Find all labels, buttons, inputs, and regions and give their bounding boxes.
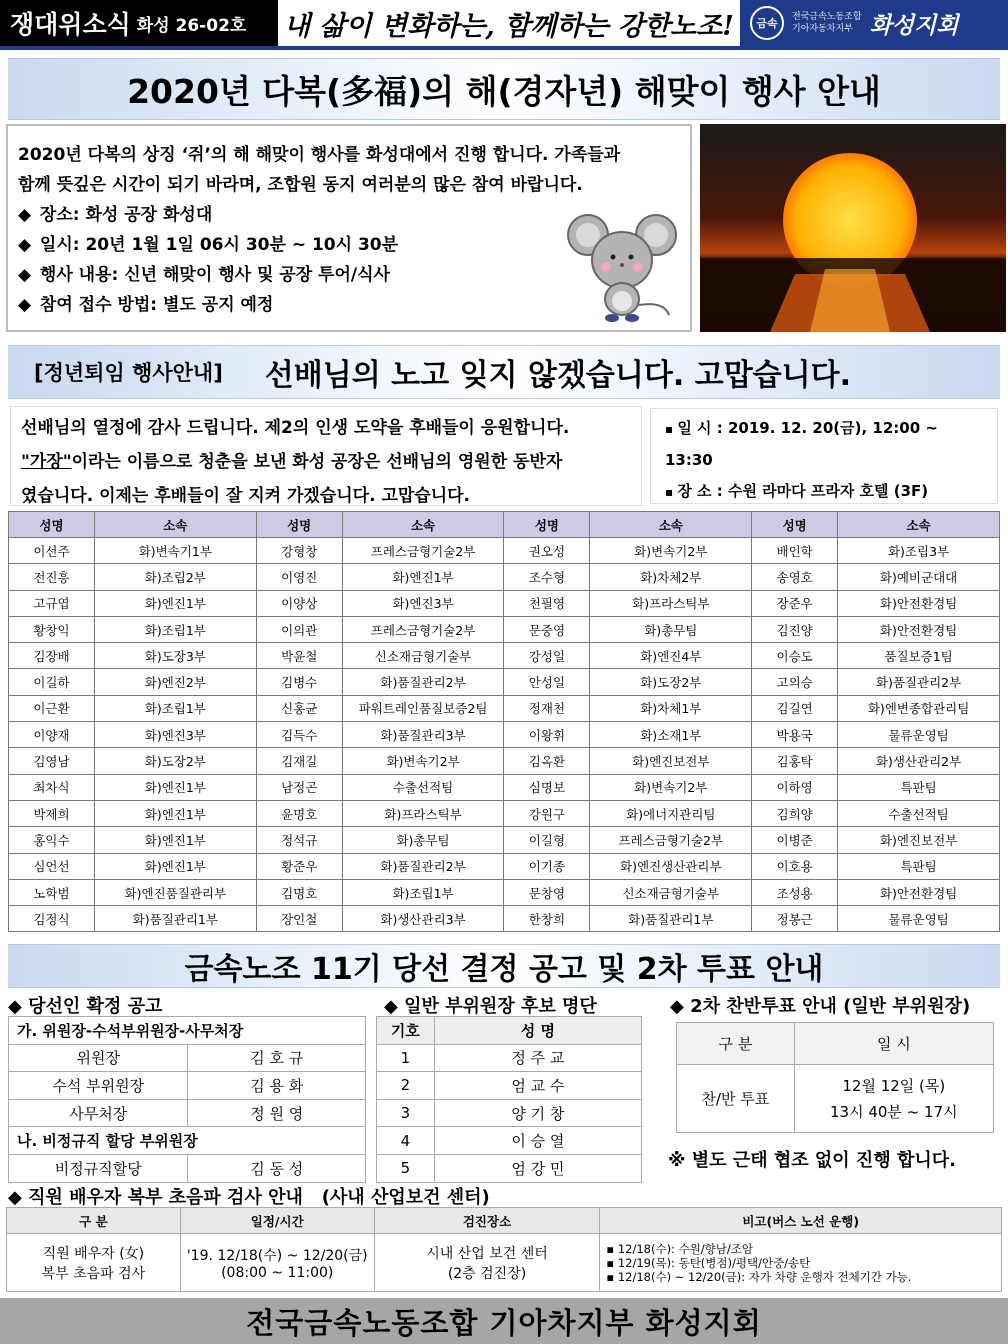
retiree-name: 배인학 bbox=[752, 538, 838, 564]
col-number: 기호 bbox=[377, 1017, 435, 1045]
retiree-name: 박윤철 bbox=[256, 643, 342, 669]
retiree-name: 김홍탁 bbox=[752, 748, 838, 774]
vote-heading: ◆ 2차 찬반투표 안내 (일반 부위원장) bbox=[670, 996, 971, 1017]
retiree-name: 김옥환 bbox=[504, 748, 590, 774]
retiree-dept: 물류운영팀 bbox=[838, 906, 1000, 932]
retiree-dept: 화)엔진1부 bbox=[342, 564, 504, 590]
exam-time: '19. 12/18(수) ~ 12/20(금) (08:00 ~ 11:00) bbox=[180, 1234, 374, 1292]
retiree-name: 김장배 bbox=[9, 643, 95, 669]
retiree-dept: 화)도장3부 bbox=[94, 643, 256, 669]
union-logo-icon: 금속 bbox=[750, 6, 784, 40]
footer: 전국금속노동조합 기아차지부 화성지회 bbox=[0, 1298, 1008, 1344]
retiree-name: 이호용 bbox=[752, 853, 838, 879]
retiree-name: 신홍균 bbox=[256, 695, 342, 721]
ultrasound-table: 구 분 일정/시간 검진장소 비고(버스 노선 운행) 직원 배우자 (女) 복부 초음파 검사 '19. 12/18(수) ~ 12/20(금) (08:00 ~ 11:00) 시내 산업 보건 센터 (2층 검진장) ▪ 12/18(수): 수원/향남/조암 ▪ 12/19(목): 동탄(병점)/평택/안중/송탄 ▪ 12/18(수) ~ 12/20(금): 자가 차량 운행자 전체기간 가능. bbox=[6, 1207, 1002, 1292]
retiree-dept: 특판팀 bbox=[838, 774, 1000, 800]
retiree-dept: 화)예비군대대 bbox=[838, 564, 1000, 590]
table-row bbox=[7, 1234, 1002, 1292]
retiree-name: 최차식 bbox=[9, 774, 95, 800]
vote-note: ※ 별도 근태 협조 없이 진행 합니다. bbox=[668, 1150, 956, 1171]
table-row bbox=[9, 748, 1000, 774]
retiree-dept: 화)엔진보전부 bbox=[838, 827, 1000, 853]
table-row bbox=[9, 695, 1000, 721]
detail-datetime: ▪ 일 시 : 2019. 12. 20(금), 12:00 ~ 13:30 bbox=[665, 413, 983, 476]
table-row bbox=[9, 879, 1000, 905]
retiree-name: 이선주 bbox=[9, 538, 95, 564]
retiree-dept: 화)엔진3부 bbox=[342, 590, 504, 616]
col-dept: 소속 bbox=[342, 512, 504, 538]
confirm-heading: ◆ 당선인 확정 공고 bbox=[8, 996, 163, 1017]
retiree-name: 강성일 bbox=[504, 643, 590, 669]
retiree-name: 김득수 bbox=[256, 722, 342, 748]
vote-type: 찬/반 투표 bbox=[677, 1065, 795, 1133]
table-row bbox=[9, 800, 1000, 826]
ultrasound-heading-sub: (사내 산업보건 센터) bbox=[321, 1187, 490, 1208]
issue-number: 화성 26-02호 bbox=[136, 15, 247, 36]
retiree-name: 이근환 bbox=[9, 695, 95, 721]
retiree-name: 김영남 bbox=[9, 748, 95, 774]
retiree-name: 문창영 bbox=[504, 879, 590, 905]
org-line-1: 전국금속노동조합 bbox=[792, 12, 862, 22]
retiree-name: 장준우 bbox=[752, 590, 838, 616]
retiree-dept: 화)조립1부 bbox=[94, 616, 256, 642]
retiree-name: 강원구 bbox=[504, 800, 590, 826]
newsletter-title: 쟁대위소식 bbox=[10, 10, 131, 39]
table-row bbox=[9, 538, 1000, 564]
retiree-name: 노학범 bbox=[9, 879, 95, 905]
retiree-dept: 화)변속기2부 bbox=[342, 748, 504, 774]
col-dept: 소속 bbox=[94, 512, 256, 538]
retiree-dept: 화)품질관리2부 bbox=[342, 669, 504, 695]
sunrise-item: ◆ 참여 접수 방법: 별도 공지 예정 bbox=[18, 290, 680, 320]
col-dept: 소속 bbox=[590, 512, 752, 538]
masthead-title-block bbox=[0, 0, 278, 46]
retiree-name: 김희양 bbox=[752, 800, 838, 826]
diamond-bullet-icon: ◆ bbox=[18, 295, 32, 315]
retirement-banner bbox=[8, 345, 1000, 399]
vote-datetime: 12월 12일 (목) 13시 40분 ~ 17시 bbox=[794, 1065, 993, 1133]
retirement-banner-sub: [정년퇴임 행사안내] bbox=[34, 361, 223, 385]
retirement-details bbox=[650, 408, 998, 504]
table-row: 사무처장 정 원 영 bbox=[9, 1099, 366, 1127]
detail-place: ▪ 장 소 : 수원 라마다 프라자 호텔 (3F) bbox=[665, 476, 983, 508]
retiree-dept: 신소재금형기술부 bbox=[590, 879, 752, 905]
retirement-intro-3: 였습니다. 이제는 후배들이 잘 지켜 가겠습니다. 고맙습니다. bbox=[21, 486, 471, 506]
table-row bbox=[677, 1065, 994, 1133]
retiree-dept: 화)생산관리3부 bbox=[342, 906, 504, 932]
retiree-name: 김정식 bbox=[9, 906, 95, 932]
retirement-intro bbox=[10, 406, 642, 506]
retiree-dept: 화)조립1부 bbox=[94, 695, 256, 721]
group-a-label: 가. 위원장-수석부위원장-사무처장 bbox=[9, 1017, 366, 1045]
retiree-dept: 화)엔진1부 bbox=[94, 590, 256, 616]
group-b-label: 나. 비정규직 할당 부위원장 bbox=[9, 1127, 366, 1155]
sunrise-item: ◆ 행사 내용: 신년 해맞이 행사 및 공장 투어/식사 bbox=[18, 260, 680, 290]
vote-table bbox=[676, 1022, 994, 1133]
retiree-name: 정석규 bbox=[256, 827, 342, 853]
col-name: 성명 bbox=[256, 512, 342, 538]
retiree-name: 김진양 bbox=[752, 616, 838, 642]
retirement-banner-main: 선배님의 노고 잊지 않겠습니다. 고맙습니다. bbox=[264, 358, 852, 393]
retiree-dept: 화)안전환경팀 bbox=[838, 879, 1000, 905]
sunrise-intro-1: 2020년 다복의 상징 ‘쥐’의 해 해맞이 행사를 화성대에서 진행 합니다. 가족들과 bbox=[18, 145, 621, 165]
retiree-dept: 화)품질관리2부 bbox=[342, 853, 504, 879]
retiree-name: 심명보 bbox=[504, 774, 590, 800]
table-row bbox=[9, 590, 1000, 616]
retiree-name: 황준우 bbox=[256, 853, 342, 879]
ultrasound-heading: ◆ 직원 배우자 복부 초음파 검사 안내 (사내 산업보건 센터) bbox=[8, 1187, 490, 1208]
retiree-name: 남정곤 bbox=[256, 774, 342, 800]
retiree-dept: 화)프라스틱부 bbox=[342, 800, 504, 826]
table-row bbox=[9, 722, 1000, 748]
sunrise-banner: 2020년 다복(多福)의 해(경자년) 해맞이 행사 안내 bbox=[8, 58, 1000, 120]
retiree-name: 박제희 bbox=[9, 800, 95, 826]
table-row bbox=[9, 643, 1000, 669]
list-item: ▪ 12/18(수): 수원/향남/조암 bbox=[606, 1242, 1001, 1256]
retiree-name: 장인철 bbox=[256, 906, 342, 932]
retiree-dept: 화)엔진1부 bbox=[94, 800, 256, 826]
retiree-dept: 화)품질관리3부 bbox=[342, 722, 504, 748]
table-row bbox=[9, 827, 1000, 853]
retiree-dept: 프레스금형기술2부 bbox=[342, 616, 504, 642]
table-row: 비정규직할당 김 동 성 bbox=[9, 1154, 366, 1182]
table-row: 1 정 주 교 bbox=[377, 1044, 642, 1072]
retiree-name: 조수형 bbox=[504, 564, 590, 590]
retiree-dept: 물류운영팀 bbox=[838, 722, 1000, 748]
retiree-dept: 화)엔진1부 bbox=[94, 774, 256, 800]
table-row: 2 엄 교 수 bbox=[377, 1072, 642, 1100]
retiree-name: 김재길 bbox=[256, 748, 342, 774]
quoted-word: "가장" bbox=[21, 452, 72, 472]
retiree-dept: 화)변속기2부 bbox=[590, 538, 752, 564]
retiree-dept: 화)프라스틱부 bbox=[590, 590, 752, 616]
retiree-name: 윤명호 bbox=[256, 800, 342, 826]
retiree-dept: 화)차체1부 bbox=[590, 695, 752, 721]
retiree-dept: 화)변속기2부 bbox=[590, 774, 752, 800]
retiree-dept: 프레스금형기술2부 bbox=[342, 538, 504, 564]
col-datetime: 일 시 bbox=[794, 1023, 993, 1065]
mouse-illustration-icon bbox=[566, 205, 678, 325]
org-line-2: 기아자동차지부 bbox=[792, 24, 853, 34]
retiree-name: 김명호 bbox=[256, 879, 342, 905]
retiree-dept: 화)안전환경팀 bbox=[838, 616, 1000, 642]
retiree-dept: 화)품질관리1부 bbox=[94, 906, 256, 932]
retiree-name: 홍익수 bbox=[9, 827, 95, 853]
retiree-dept: 화)도장2부 bbox=[590, 669, 752, 695]
sunrise-item: ◆ 일시: 20년 1월 1일 06시 30분 ~ 10시 30분 bbox=[18, 230, 680, 260]
retiree-dept: 화)에너지관리팀 bbox=[590, 800, 752, 826]
retiree-name: 문중영 bbox=[504, 616, 590, 642]
slogan: 내 삶이 변화하는, 함께하는 강한노조! bbox=[283, 10, 735, 42]
sunrise-item: ◆ 장소: 화성 공장 화성대 bbox=[18, 200, 680, 230]
retiree-name: 이승도 bbox=[752, 643, 838, 669]
retiree-dept: 화)엔진4부 bbox=[590, 643, 752, 669]
retiree-dept: 화)도장2부 bbox=[94, 748, 256, 774]
retiree-name: 박용국 bbox=[752, 722, 838, 748]
retiree-dept: 화)엔진품질관리부 bbox=[94, 879, 256, 905]
union-branding bbox=[740, 0, 1008, 46]
table-row bbox=[9, 616, 1000, 642]
table-row bbox=[9, 906, 1000, 932]
col-name: 성명 bbox=[9, 512, 95, 538]
retiree-name: 이병준 bbox=[752, 827, 838, 853]
exam-type: 직원 배우자 (女) 복부 초음파 검사 bbox=[7, 1234, 181, 1292]
retiree-dept: 화)총무팀 bbox=[590, 616, 752, 642]
retirement-intro-1: 선배님의 열정에 감사 드립니다. 제2의 인생 도약을 후배들이 응원합니다. bbox=[21, 418, 570, 438]
retiree-dept: 특판팀 bbox=[838, 853, 1000, 879]
retiree-dept: 화)엔진2부 bbox=[94, 669, 256, 695]
diamond-bullet-icon: ◆ bbox=[18, 265, 32, 285]
retiree-dept: 신소재금형기술부 bbox=[342, 643, 504, 669]
retiree-name: 이의관 bbox=[256, 616, 342, 642]
branch-name: 화성지회 bbox=[869, 12, 959, 39]
retiree-name: 이길형 bbox=[504, 827, 590, 853]
retiree-name: 안성일 bbox=[504, 669, 590, 695]
retirees-header-row bbox=[9, 512, 1000, 538]
retiree-name: 이기종 bbox=[504, 853, 590, 879]
retiree-dept: 화)조립2부 bbox=[94, 564, 256, 590]
retiree-dept: 화)엔진보전부 bbox=[590, 748, 752, 774]
retiree-dept: 품질보증1팀 bbox=[838, 643, 1000, 669]
table-row: 3 양 기 창 bbox=[377, 1099, 642, 1127]
retiree-name: 전진흥 bbox=[9, 564, 95, 590]
col-dept: 소속 bbox=[838, 512, 1000, 538]
col-name: 성명 bbox=[752, 512, 838, 538]
retiree-name: 이양재 bbox=[9, 722, 95, 748]
exam-place: 시내 산업 보건 센터 (2층 검진장) bbox=[374, 1234, 600, 1292]
retirement-intro-2: "가장"이라는 이름으로 청춘을 보낸 화성 공장은 선배님의 영원한 동반자 bbox=[21, 452, 563, 472]
retiree-name: 김병수 bbox=[256, 669, 342, 695]
retiree-name: 천필영 bbox=[504, 590, 590, 616]
retirees-table bbox=[8, 511, 1000, 932]
retiree-name: 이왕휘 bbox=[504, 722, 590, 748]
retiree-dept: 화)소재1부 bbox=[590, 722, 752, 748]
retiree-name: 고규엽 bbox=[9, 590, 95, 616]
elected-table bbox=[8, 1016, 366, 1183]
bus-routes bbox=[600, 1234, 1002, 1292]
retiree-dept: 화)엔진1부 bbox=[94, 853, 256, 879]
retiree-name: 김길연 bbox=[752, 695, 838, 721]
table-row: 수석 부위원장 김 용 화 bbox=[9, 1072, 366, 1100]
table-row: 4 이 승 열 bbox=[377, 1127, 642, 1155]
diamond-bullet-icon: ◆ bbox=[18, 235, 32, 255]
election-banner: 금속노조 11기 당선 결정 공고 및 2차 투표 안내 bbox=[8, 944, 1000, 988]
retiree-name: 이길하 bbox=[9, 669, 95, 695]
retiree-dept: 화)조립1부 bbox=[342, 879, 504, 905]
col-name: 성명 bbox=[504, 512, 590, 538]
table-row bbox=[9, 564, 1000, 590]
col-type: 구 분 bbox=[677, 1023, 795, 1065]
retiree-name: 한창희 bbox=[504, 906, 590, 932]
retiree-dept: 화)엔진생산관리부 bbox=[590, 853, 752, 879]
sunrise-intro-2: 함께 뜻깊은 시간이 되기 바라며, 조합원 동지 여러분의 많은 참여 바랍니다. bbox=[18, 175, 583, 195]
retiree-dept: 수출선적팀 bbox=[342, 774, 504, 800]
retiree-dept: 화)생산관리2부 bbox=[838, 748, 1000, 774]
union-org bbox=[792, 11, 862, 35]
retiree-dept: 화)엔진1부 bbox=[94, 827, 256, 853]
col-name: 성 명 bbox=[434, 1017, 641, 1045]
retiree-dept: 화)품질관리1부 bbox=[590, 906, 752, 932]
retiree-name: 이양상 bbox=[256, 590, 342, 616]
retiree-name: 이영진 bbox=[256, 564, 342, 590]
retiree-name: 이하영 bbox=[752, 774, 838, 800]
list-item: ▪ 12/18(수) ~ 12/20(금): 자가 차량 운행자 전체기간 가능. bbox=[606, 1270, 1001, 1284]
retiree-name: 정봉근 bbox=[752, 906, 838, 932]
retiree-dept: 화)엔변종합관리팀 bbox=[838, 695, 1000, 721]
retiree-dept: 화)조립3부 bbox=[838, 538, 1000, 564]
table-row bbox=[9, 774, 1000, 800]
table-row: 5 엄 강 민 bbox=[377, 1154, 642, 1182]
retiree-name: 황창익 bbox=[9, 616, 95, 642]
retiree-dept: 파워트레인품질보증2팀 bbox=[342, 695, 504, 721]
retiree-name: 권오성 bbox=[504, 538, 590, 564]
retiree-dept: 화)변속기1부 bbox=[94, 538, 256, 564]
table-row bbox=[9, 669, 1000, 695]
diamond-bullet-icon: ◆ bbox=[18, 205, 32, 225]
retiree-name: 조성용 bbox=[752, 879, 838, 905]
retiree-name: 심언선 bbox=[9, 853, 95, 879]
candidates-table bbox=[376, 1016, 642, 1183]
sunset-photo bbox=[700, 124, 1006, 332]
table-row: 위원장 김 호 규 bbox=[9, 1044, 366, 1072]
masthead-divider bbox=[0, 46, 1008, 50]
retiree-dept: 화)총무팀 bbox=[342, 827, 504, 853]
retiree-dept: 프레스금형기술2부 bbox=[590, 827, 752, 853]
retiree-dept: 화)품질관리2부 bbox=[838, 669, 1000, 695]
table-row bbox=[9, 853, 1000, 879]
list-item: ▪ 12/19(목): 동탄(병점)/평택/안중/송탄 bbox=[606, 1256, 1001, 1270]
retiree-name: 정재천 bbox=[504, 695, 590, 721]
retiree-name: 송영호 bbox=[752, 564, 838, 590]
retiree-dept: 수출선적팀 bbox=[838, 800, 1000, 826]
retiree-dept: 화)안전환경팀 bbox=[838, 590, 1000, 616]
retiree-dept: 화)차체2부 bbox=[590, 564, 752, 590]
retiree-name: 고의승 bbox=[752, 669, 838, 695]
retiree-dept: 화)엔진3부 bbox=[94, 722, 256, 748]
retiree-name: 강형창 bbox=[256, 538, 342, 564]
candidates-heading: ◆ 일반 부위원장 후보 명단 bbox=[384, 996, 597, 1017]
